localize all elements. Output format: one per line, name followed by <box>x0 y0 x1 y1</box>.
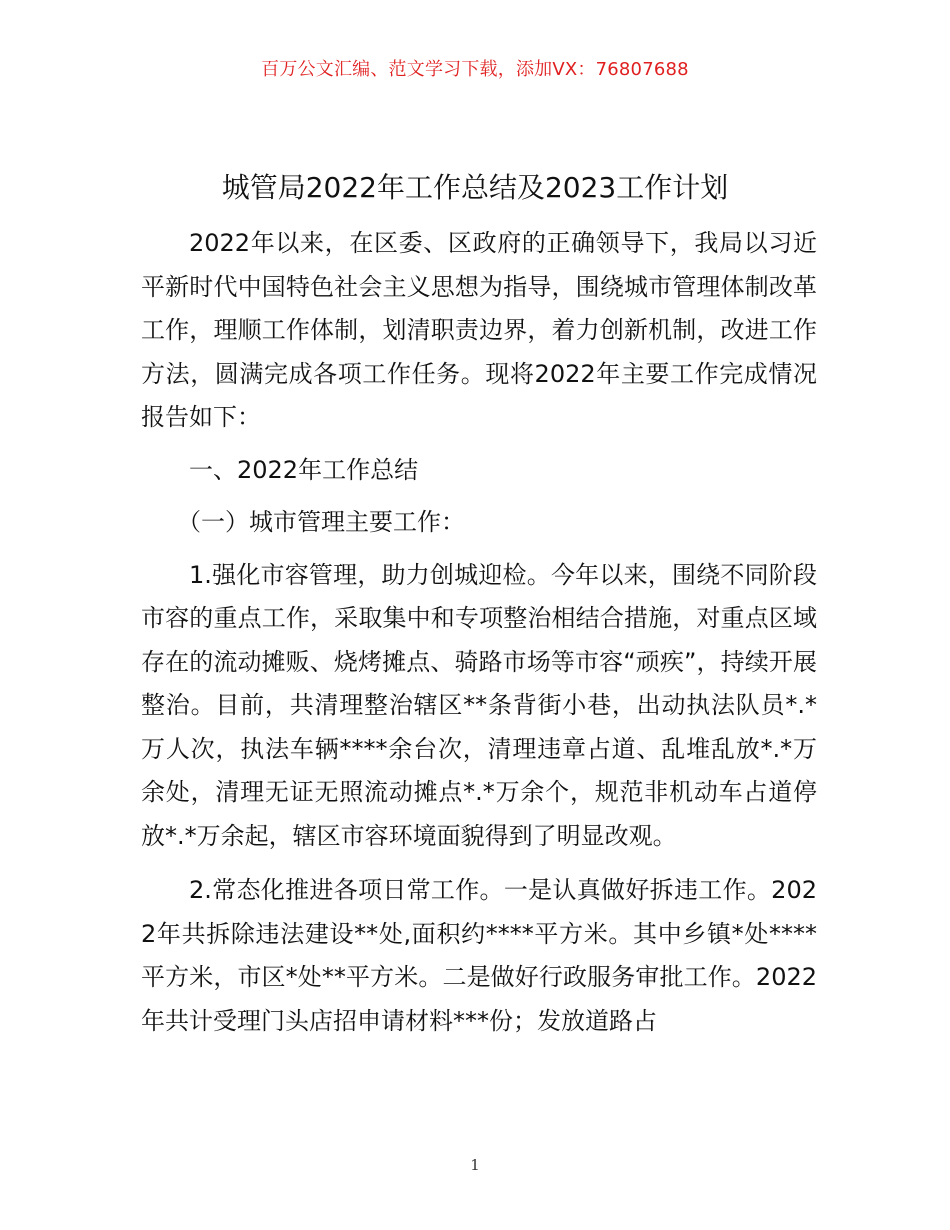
body-paragraph: 1.强化市容管理，助力创城迎检。今年以来，围绕不同阶段市容的重点工作，采取集中和专项整治相结合措施，对重点区域存在的流动摊贩、烧烤摊点、骑路市场等市容“顽疾”，持续开展整治。目前，共清理整治辖区**条背街小巷，出动执法队员*.*万人次，执法车辆****余台次，清理违章占道、乱堆乱放*.*万余处，清理无证无照流动摊点*.*万余个，规范非机动车占道停放*.*万余起，辖区市容环境面貌得到了明显改观。 <box>141 560 817 850</box>
document-body <box>141 222 817 1043</box>
page-number: 1 <box>470 1156 480 1174</box>
document-title: 城管局2022年工作总结及2023工作计划 <box>221 171 729 204</box>
section-heading: 一、2022年工作总结 <box>189 455 419 484</box>
body-paragraph: 2.常态化推进各项日常工作。一是认真做好拆违工作。2022年共拆除违法建设**处,面积约****平方米。其中乡镇*处****平方米，市区*处**平方米。二是做好行政服务审批工作。2022年共计受理门头店招申请材料***份；发放道路占 <box>141 876 817 1035</box>
subsection-heading: （一）城市管理主要工作： <box>177 508 465 536</box>
watermark-text: 百万公文汇编、范文学习下载，添加VX：76807688 <box>261 59 689 80</box>
intro-paragraph: 2022年以来，在区委、区政府的正确领导下，我局以习近平新时代中国特色社会主义思想为指导，围绕城市管理体制改革工作，理顺工作体制，划清职责边界，着力创新机制，改进工作方法，圆满完成各项工作任务。现将2022年主要工作完成情况报告如下： <box>141 229 817 431</box>
